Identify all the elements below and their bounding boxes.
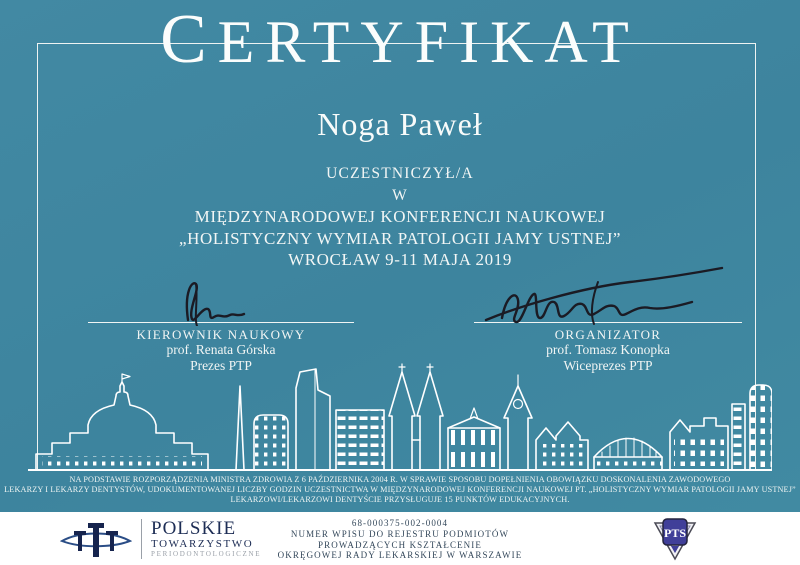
signatory-name: prof. Renata Górska — [166, 342, 276, 357]
participation-line: UCZESTNICZYŁ/A — [326, 165, 474, 182]
event-name-line2: „HOLISTYCZNY WYMIAR PATOLOGII JAMY USTNEJ” — [178, 228, 621, 248]
signatory-role: ORGANIZATOR — [554, 327, 662, 342]
recipient-name: Noga Paweł — [317, 106, 483, 142]
organization-name-line3: PERIODONTOLOGICZNE — [151, 550, 262, 558]
event-name-line1: MIĘDZYNARODOWEJ KONFERENCJI NAUKOWEJ — [194, 207, 606, 226]
signatory-title: Prezes PTP — [190, 358, 252, 373]
signature-right-ink — [480, 264, 730, 326]
signatory-role: KIEROWNIK NAUKOWY — [136, 327, 306, 342]
registry-line2: PROWADZĄCYCH KSZTAŁCENIE — [318, 539, 482, 550]
footer — [0, 512, 800, 565]
organization-name-line1: POLSKIE — [151, 518, 237, 539]
certificate-title: CERTYFIKAT — [160, 1, 640, 78]
signature-left-ink — [166, 276, 286, 326]
signatory-name: prof. Tomasz Konopka — [546, 342, 670, 357]
legal-note-line2: LEKARZY I LEKARZY DENTYSTÓW, UDOKUMENTOWANEJ LICZBY GODZIN UCZESTNICTWA W MIĘDZYNARODOWEJ KONFERENCJI NAUKOWEJ PT. „HOLISTYCZNY WYMIAR PATOLOGII JAMY USTNEJ” — [4, 484, 796, 494]
pts-badge-label: PTS — [663, 526, 687, 540]
certificate-body — [0, 163, 800, 271]
registry-number: 68-000375-002-0004 — [351, 518, 449, 528]
legal-note-line1: NA PODSTAWIE ROZPORZĄDZENIA MINISTRA ZDROWIA Z 6 PAŹDZIERNIKA 2004 R. W SPRAWIE SPOSOBU DOPEŁNIENIA OBOWIĄZKU DOSKONALENIA ZAWODOWEGO — [69, 475, 731, 484]
event-location-date: WROCŁAW 9-11 MAJA 2019 — [288, 250, 512, 269]
pts-badge-icon — [652, 516, 698, 562]
wroclaw-skyline-illustration — [28, 360, 772, 472]
organization-name-line2: TOWARZYSTWO — [151, 538, 254, 550]
legal-note-line3: LEKARZOWI/LEKARZOWI DENTYŚCIE PRZYSŁUGUJE 15 PUNKTÓW EDUKACYJNYCH. — [230, 494, 570, 504]
signatory-title: Wiceprezes PTP — [563, 358, 653, 373]
participation-in-line: W — [392, 186, 408, 204]
registry-line1: NUMER WPISU DO REJESTRU PODMIOTÓW — [290, 528, 510, 539]
legal-note — [0, 475, 800, 504]
registry-line3: OKRĘGOWEJ RADY LEKARSKIEJ W WARSZAWIE — [277, 550, 523, 561]
